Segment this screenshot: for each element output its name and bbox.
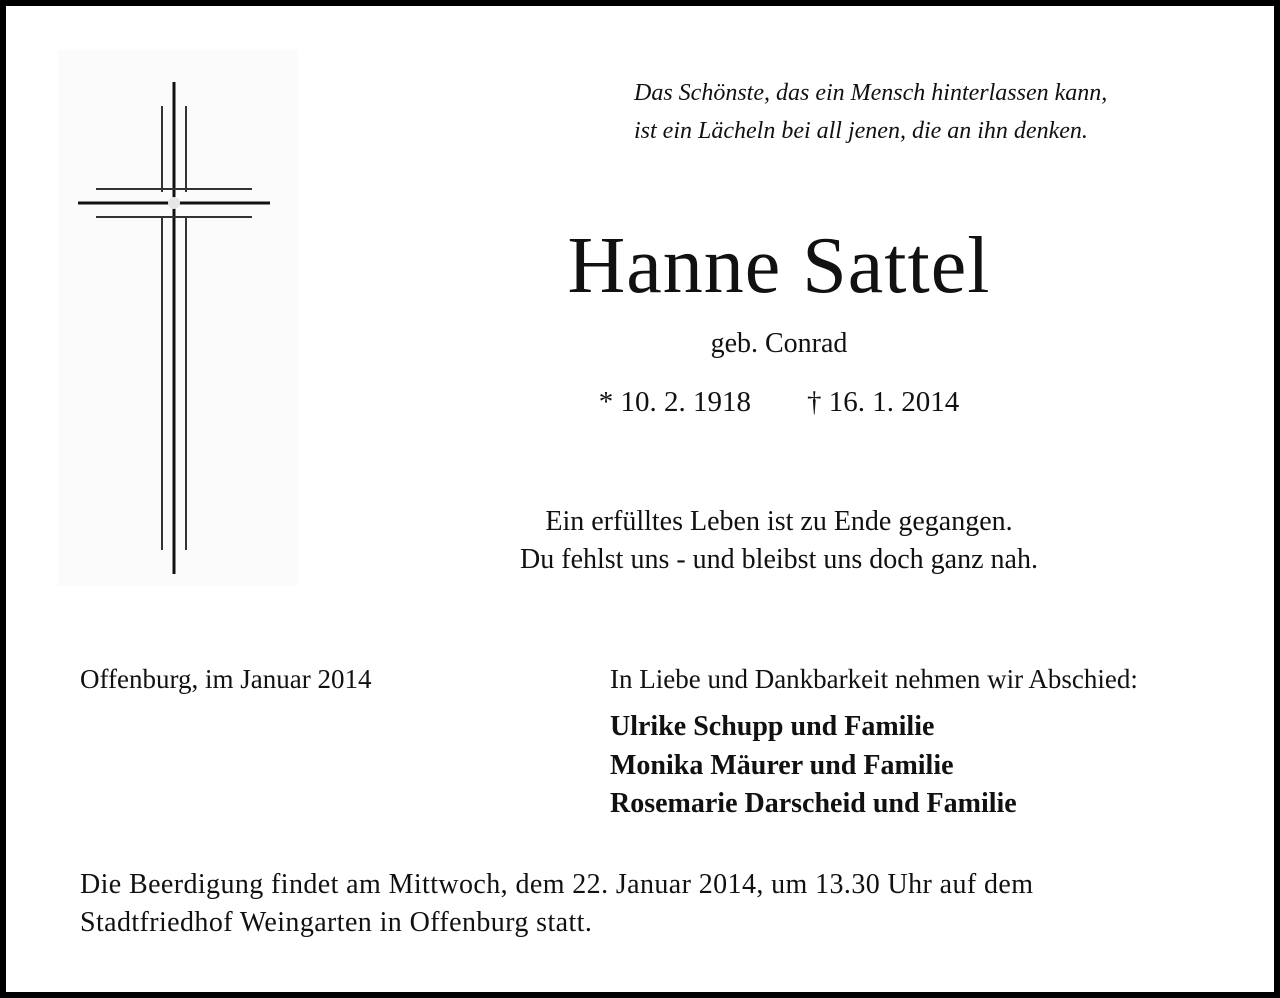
funeral-info [80, 866, 1220, 942]
verse-line: Du fehlst uns - und bleibst uns doch ganz nah. [520, 544, 1038, 575]
cross-icon [58, 50, 298, 586]
funeral-line: Die Beerdigung findet am Mittwoch, dem 22. Januar 2014, um 13.30 Uhr auf dem [80, 869, 1034, 900]
memorial-quote [634, 74, 1254, 150]
verse-line: Ein erfülltes Leben ist zu Ende gegangen. [545, 506, 1013, 537]
mourner-item: Monika Mäurer und Familie [610, 749, 954, 781]
mourner-item: Rosemarie Darscheid und Familie [610, 788, 1017, 819]
mourners-list [610, 708, 1017, 824]
farewell-line: In Liebe und Dankbarkeit nehmen wir Abschied: [610, 664, 1138, 694]
deceased-name: Hanne Sattel [567, 222, 991, 310]
quote-line: ist ein Lächeln bei all jenen, die an ihn denken. [634, 118, 1088, 144]
birth-date: * 10. 2. 1918 [598, 386, 751, 418]
place-and-date: Offenburg, im Januar 2014 [80, 664, 372, 694]
quote-line: Das Schönste, das ein Mensch hinterlassen kann, [634, 80, 1108, 106]
birth-name: geb. Conrad [710, 328, 848, 359]
memorial-verse [306, 503, 1252, 579]
life-dates [306, 383, 1252, 421]
death-date: † 16. 1. 2014 [807, 386, 960, 418]
mourner-item: Ulrike Schupp und Familie [610, 711, 935, 742]
funeral-line: Stadtfriedhof Weingarten in Offenburg statt. [80, 907, 593, 938]
